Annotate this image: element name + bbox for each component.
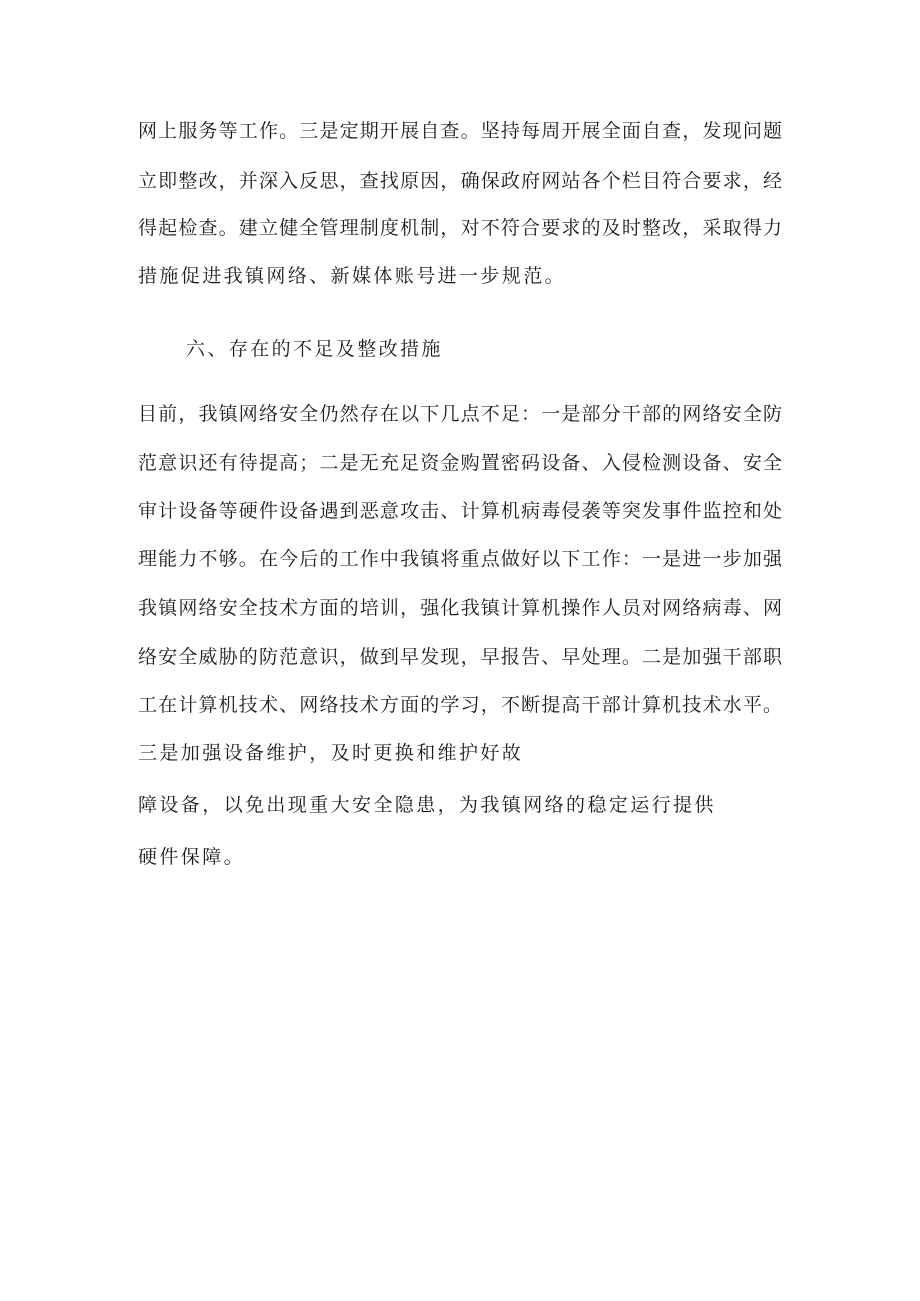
text-line: 硬件保障。 xyxy=(138,846,246,868)
text-line: 三是加强设备维护，及时更换和维护好故 xyxy=(138,742,524,764)
text-line: 网上服务等工作。三是定期开展自查。坚持每周开展全面自查，发现问题 xyxy=(138,120,782,142)
text-line: 目前，我镇网络安全仍然存在以下几点不足：一是部分干部的网络安全防 xyxy=(138,403,782,425)
text-line: 审计设备等硬件设备遇到恶意攻击、计算机病毒侵袭等突发事件监控和处 xyxy=(138,500,782,522)
text-line: 障设备，以免出现重大安全隐患，为我镇网络的稳定运行提供 xyxy=(138,794,716,816)
text-line: 络安全威胁的防范意识，做到早发现，早报告、早处理。二是加强干部职 xyxy=(138,646,782,668)
text-line: 措施促进我镇网络、新媒体账号进一步规范。 xyxy=(138,265,567,287)
text-line: 我镇网络安全技术方面的培训，强化我镇计算机操作人员对网络病毒、网 xyxy=(138,597,782,619)
text-line: 得起检查。建立健全管理制度机制，对不符合要求的及时整改，采取得力 xyxy=(138,217,782,239)
text-line: 立即整改，并深入反思，查找原因，确保政府网站各个栏目符合要求，经 xyxy=(138,170,782,192)
text-line: 范意识还有待提高；二是无充足资金购置密码设备、入侵检测设备、安全 xyxy=(138,452,782,474)
text-line: 理能力不够。在今后的工作中我镇将重点做好以下工作：一是进一步加强 xyxy=(138,548,782,570)
section-heading: 六、存在的不足及整改措施 xyxy=(186,338,443,360)
text-line: 工在计算机技术、网络技术方面的学习，不断提高干部计算机技术水平。 xyxy=(138,694,782,716)
